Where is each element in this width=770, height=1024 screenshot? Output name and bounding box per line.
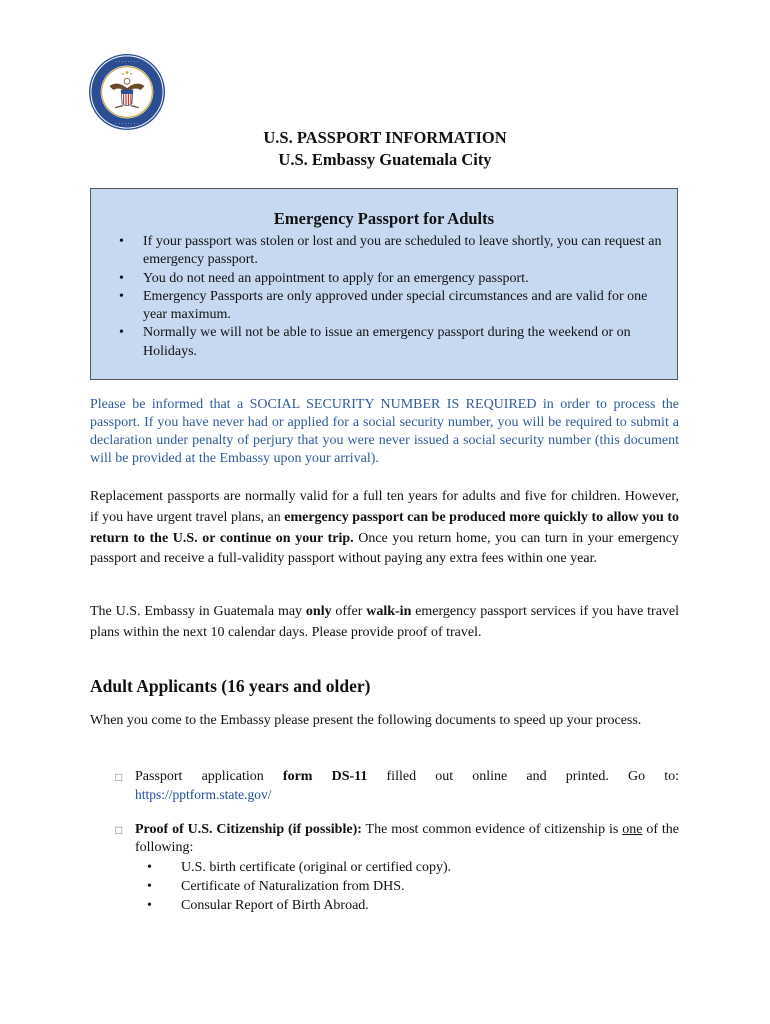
document-item-ds11: □ Passport application form DS-11 filled out online and printed. Go to: https://pptform.state.gov/	[115, 769, 680, 802]
list-item: • Certificate of Naturalization from DHS.	[147, 879, 405, 894]
box-heading: Emergency Passport for Adults	[273, 209, 495, 228]
bullet-icon: •	[119, 234, 124, 249]
checkbox-icon: □	[115, 823, 123, 837]
checkbox-icon: □	[115, 770, 123, 784]
list-item: • Consular Report of Birth Abroad.	[147, 898, 369, 913]
section-heading: Adult Applicants (16 years and older)	[90, 676, 371, 696]
list-item: • Emergency Passports are only approved under special circumstances and are valid for one year maximum.	[119, 288, 648, 323]
page-subtitle: U.S. Embassy Guatemala City	[278, 150, 492, 169]
document-item-citizenship: □ Proof of U.S. Citizenship (if possible): The most common evidence of citizenship is one of the following:	[115, 822, 679, 855]
bullet-icon: •	[147, 879, 152, 894]
svg-text:· · · · · · · ·: · · · · · · · ·	[115, 58, 139, 65]
list-item: • Normally we will not be able to issue an emergency passport during the weekend or on Holidays.	[119, 325, 631, 359]
bullet-icon: •	[147, 860, 152, 875]
box-bullet-list	[116, 233, 666, 361]
citizenship-evidence-list	[143, 858, 643, 915]
embassy-seal-icon	[88, 53, 166, 131]
ds11-link[interactable]: https://pptform.state.gov/	[135, 787, 272, 802]
list-item: • If your passport was stolen or lost and you are scheduled to leave shortly, you can request an emergency passport.	[119, 234, 662, 268]
list-item: • U.S. birth certificate (original or certified copy).	[147, 860, 452, 875]
replacement-paragraph: Replacement passports are normally valid for a full ten years for adults and five for children. However, if you have urgent travel plans, an emergency passport can be produced more quickly to allow you to return to the U.S. or continue on your trip. Once you return home, you can turn in your emergency passport and receive a full-validity passport without paying any extra fees within one year.	[90, 489, 679, 567]
bullet-icon: •	[119, 270, 124, 286]
walk-in-paragraph: The U.S. Embassy in Guatemala may only offer walk-in emergency passport services if you have travel plans within the next 10 calendar days. Please provide proof of travel.	[90, 604, 680, 640]
svg-text:· · · · · · · ·: · · · · · · · ·	[115, 121, 139, 128]
ssn-notice: Please be informed that a SOCIAL SECURITY NUMBER IS REQUIRED in order to process the passport. If you have never had or applied for a social security number, you will be required to submit a declaration under penalty of perjury that you were never issued a social security number (this document will be provided at the Embassy upon your arrival).	[90, 397, 679, 466]
emergency-info-box	[90, 188, 678, 380]
page-title: U.S. PASSPORT INFORMATION	[263, 128, 507, 147]
bullet-icon: •	[147, 898, 152, 913]
bullet-icon: •	[119, 288, 124, 304]
list-item: • You do not need an appointment to apply for an emergency passport.	[116, 270, 666, 288]
bullet-icon: •	[119, 325, 124, 341]
section-intro: When you come to the Embassy please present the following documents to speed up your process.	[90, 713, 642, 728]
